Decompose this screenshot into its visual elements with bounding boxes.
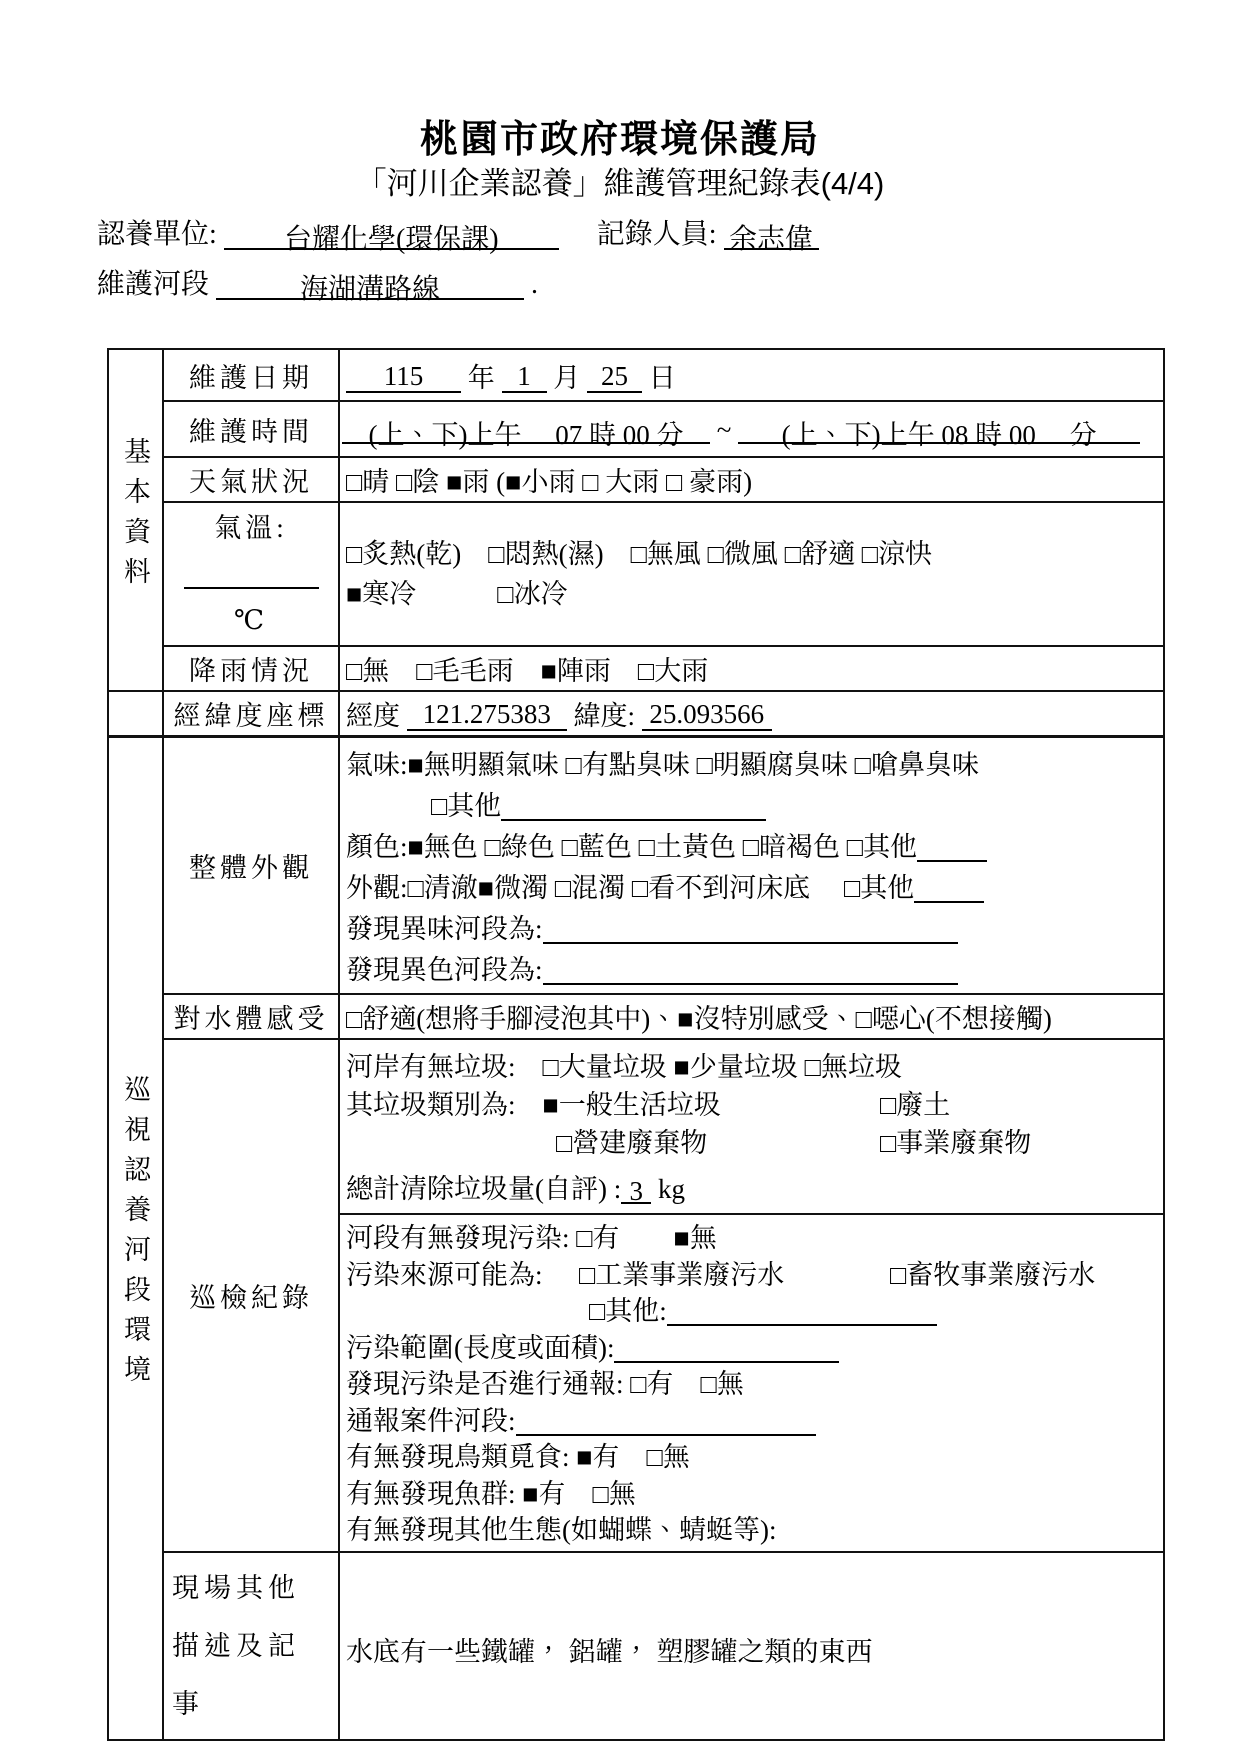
- garbage-type-soil: □廢土: [880, 1090, 951, 1120]
- latitude-field: 25.093566: [642, 699, 772, 731]
- garbage-type-construction: □營建廢棄物: [556, 1128, 708, 1158]
- row-notes: [108, 1552, 1164, 1740]
- odd-color-line: [346, 950, 1157, 991]
- garbage-type-line2: [346, 1124, 1157, 1162]
- temperature-options-line2: ■寒冷 □冰冷: [346, 579, 568, 609]
- pollution-source-other-field: [667, 1294, 937, 1326]
- pollution-source-label: 污染來源可能為:: [346, 1259, 543, 1290]
- pollution-source-other-label: □其他:: [589, 1296, 667, 1326]
- time-separator: ~: [716, 414, 732, 445]
- section-basic-spacer: [108, 691, 163, 737]
- patrol-record-content: [339, 1039, 1164, 1552]
- color-options: 顏色:■無色 □綠色 □藍色 □土黃色 □暗褐色 □其他: [346, 832, 918, 862]
- fish-line: 有無發現魚群: ■有 □無: [346, 1478, 636, 1509]
- temperature-checkboxes: [339, 502, 1164, 646]
- time-end-field: (上、下)上午 08 時 00 分: [738, 413, 1140, 445]
- time-start-field: (上、下)上午 07 時 00 分: [342, 413, 710, 445]
- temperature-options-line1: □炙熱(乾) □悶熱(濕) □無風 □微風 □舒適 □涼快: [346, 539, 933, 569]
- rainfall-label: 降雨情況: [163, 646, 339, 691]
- row-date: [108, 349, 1164, 401]
- pollution-source-line: [346, 1257, 1157, 1294]
- rainfall-checkboxes: □無 □毛毛雨 ■陣雨 □大雨: [339, 646, 1164, 691]
- date-month-unit: 月: [553, 362, 581, 393]
- odd-smell-line: [346, 909, 1157, 950]
- pollution-found-line: 河段有無發現污染: □有 ■無: [346, 1223, 717, 1253]
- garbage-type-industrial: □事業廢棄物: [880, 1128, 1032, 1158]
- pollution-source-livestock: □畜牧事業廢污水: [890, 1259, 1096, 1290]
- odd-color-label: 發現異色河段為:: [346, 955, 543, 985]
- pollution-range-field: [614, 1331, 839, 1363]
- row-patrol-record: [108, 1039, 1164, 1552]
- section-patrol-env-label: 巡視認養河段環境: [120, 1075, 150, 1395]
- smell-other-field: [501, 789, 766, 821]
- appearance-content: [339, 737, 1164, 995]
- time-label: 維護時間: [163, 401, 339, 457]
- river-suffix: .: [531, 269, 539, 300]
- page-subtitle: 「河川企業認養」維護管理紀錄表(4/4): [355, 166, 885, 201]
- garbage-has-line: 河岸有無垃圾: □大量垃圾 ■少量垃圾 □無垃圾: [346, 1052, 902, 1082]
- report-river-field: [516, 1404, 816, 1436]
- adopt-unit-value: 台耀化學(環保課): [224, 217, 559, 250]
- date-day-unit: 日: [648, 362, 676, 393]
- color-other-field: [917, 830, 987, 862]
- weather-label: 天氣狀況: [163, 457, 339, 502]
- longitude-label: 經度: [346, 701, 400, 731]
- date-label: 維護日期: [163, 349, 339, 401]
- row-rainfall: [108, 646, 1164, 691]
- smell-other-label: □其他: [431, 791, 502, 821]
- date-year-field: 115: [346, 361, 461, 393]
- coordinates-value: [339, 691, 1164, 737]
- time-value: [339, 401, 1164, 457]
- temperature-blank-line: [168, 551, 334, 643]
- patrol-record-label: 巡檢紀錄: [163, 1039, 339, 1552]
- garbage-type-line1: [346, 1086, 1157, 1124]
- pollution-source-other-line: [346, 1293, 1157, 1330]
- pollution-source-industry: □工業事業廢污水: [579, 1259, 785, 1290]
- record-table: [107, 348, 1165, 1741]
- other-life-line: 有無發現其他生態(如蝴蝶、蜻蜓等):: [346, 1515, 777, 1545]
- adopt-unit-label: 認養單位:: [97, 219, 217, 250]
- coordinates-label: 經緯度座標: [163, 691, 339, 737]
- recorder-label: 記錄人員:: [596, 219, 717, 250]
- odd-color-field: [543, 953, 958, 985]
- color-checkboxes: [346, 827, 1157, 868]
- row-time: [108, 401, 1164, 457]
- look-other-field: [914, 871, 984, 903]
- weather-checkboxes: □晴 □陰 ■雨 (■小雨 □ 大雨 □ 豪雨): [339, 457, 1164, 502]
- row-weather: [108, 457, 1164, 502]
- row-appearance: [108, 737, 1164, 995]
- section-patrol-env: [108, 737, 163, 1741]
- section-basic-info: [108, 349, 163, 691]
- pollution-range-line: [346, 1330, 1157, 1367]
- section-basic-info-label: 基本資料: [120, 436, 150, 597]
- odd-smell-label: 發現異味河段為:: [346, 914, 543, 944]
- odd-smell-field: [543, 912, 958, 944]
- temperature-label-text: 氣溫:: [214, 513, 288, 543]
- report-river-label: 通報案件河段:: [346, 1405, 516, 1436]
- row-coordinates: [108, 691, 1164, 737]
- temperature-label: [163, 502, 339, 646]
- garbage-subsection: [340, 1040, 1163, 1213]
- garbage-total-line: [346, 1170, 1157, 1208]
- longitude-field: 121.275383: [407, 699, 567, 731]
- recorder-value: 余志偉: [724, 217, 819, 250]
- notes-content: 水底有一些鐵罐， 鋁罐， 塑膠罐之類的東西: [339, 1552, 1164, 1740]
- look-options: 外觀:□清澈■微濁 □混濁 □看不到河床底 □其他: [346, 873, 915, 903]
- pollution-subsection: [340, 1213, 1163, 1551]
- temperature-unit: ℃: [233, 605, 269, 635]
- date-year-unit: 年: [467, 362, 495, 393]
- appearance-label: 整體外觀: [163, 737, 339, 995]
- pollution-range-label: 污染範圍(長度或面積):: [346, 1332, 615, 1363]
- birds-line: 有無發現鳥類覓食: ■有 □無: [346, 1442, 690, 1472]
- garbage-total-unit: kg: [657, 1174, 685, 1204]
- garbage-total-field: 3: [621, 1172, 651, 1204]
- smell-other-line: [346, 786, 1157, 827]
- row-temperature: [108, 502, 1164, 646]
- header-line-unit: [97, 212, 819, 255]
- garbage-type-general: 其垃圾類別為: ■一般生活垃圾: [346, 1090, 721, 1120]
- notes-label: 現場其他描述及記事: [163, 1552, 339, 1740]
- feeling-label: 對水體感受: [163, 994, 339, 1039]
- garbage-total-label: 總計清除垃圾量(自評) :: [346, 1174, 622, 1204]
- date-value: [339, 349, 1164, 401]
- river-section-label: 維護河段: [97, 269, 210, 300]
- date-day-field: 25: [587, 361, 642, 393]
- report-river-line: [346, 1403, 1157, 1440]
- page-title: 桃園市政府環境保護局: [419, 119, 820, 161]
- date-month-field: 1: [502, 361, 547, 393]
- header-line-river: [97, 262, 539, 305]
- look-checkboxes: [346, 868, 1157, 909]
- feeling-checkboxes: □舒適(想將手腳浸泡其中)、■沒特別感受、□噁心(不想接觸): [339, 994, 1164, 1039]
- latitude-label: 緯度:: [573, 701, 636, 731]
- row-feeling: [108, 994, 1164, 1039]
- river-section-value: 海湖溝路線: [216, 267, 524, 300]
- temperature-blank-field: [184, 557, 319, 589]
- pollution-report-line: 發現污染是否進行通報: □有 □無: [346, 1369, 744, 1399]
- smell-checkboxes: 氣味:■無明顯氣味 □有點臭味 □明顯腐臭味 □嗆鼻臭味: [346, 750, 979, 780]
